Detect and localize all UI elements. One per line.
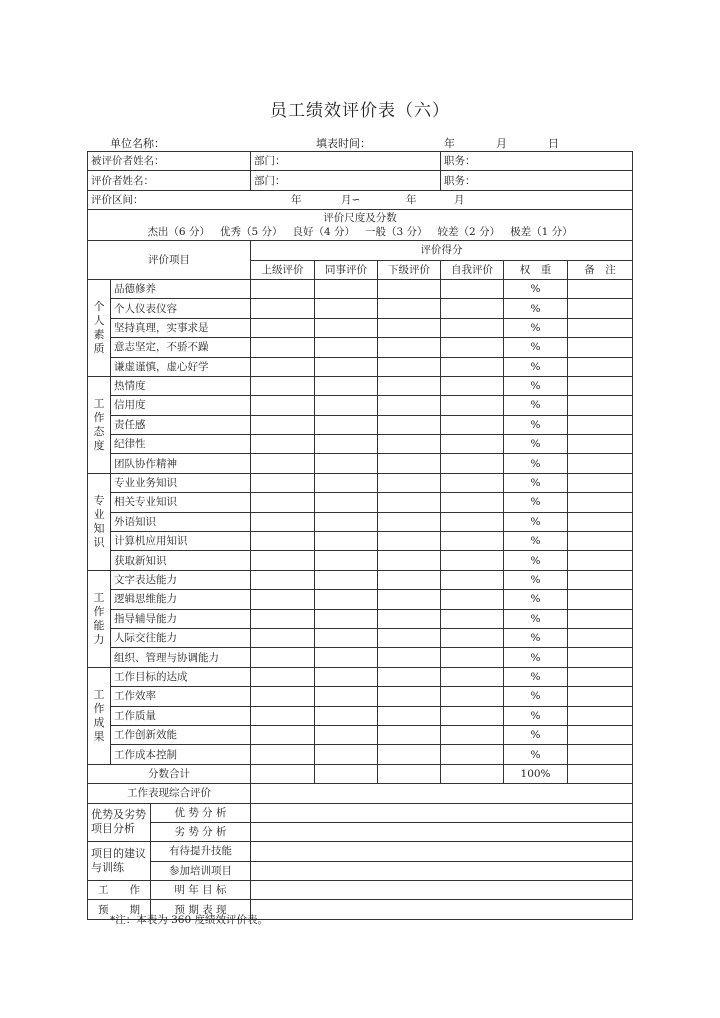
remark-cell[interactable] bbox=[568, 745, 633, 764]
superior-score-cell[interactable] bbox=[251, 512, 315, 531]
weight-cell[interactable]: % bbox=[504, 628, 568, 647]
work-expectation-input-cell[interactable] bbox=[251, 900, 633, 919]
remark-cell[interactable] bbox=[568, 376, 633, 395]
peer-score-cell[interactable] bbox=[315, 279, 378, 298]
remark-cell[interactable] bbox=[568, 396, 633, 415]
item-row bbox=[88, 279, 633, 298]
superior-score-cell[interactable] bbox=[251, 435, 315, 454]
peer-score-cell[interactable] bbox=[315, 628, 378, 647]
item-row bbox=[88, 725, 633, 744]
score-group-header: 评价得分 bbox=[251, 241, 633, 260]
weight-cell[interactable]: % bbox=[504, 745, 568, 764]
peer-score-cell[interactable] bbox=[315, 454, 378, 473]
item-row bbox=[88, 357, 633, 376]
item-row bbox=[88, 454, 633, 473]
subordinate-score-cell[interactable] bbox=[378, 299, 441, 318]
item-name: 人际交往能力 bbox=[111, 628, 251, 647]
category-label: 工 作 能 力 bbox=[88, 570, 111, 667]
weight-header: 权 重 bbox=[504, 260, 568, 279]
evaluatee-row bbox=[88, 152, 633, 171]
subordinate-score-cell[interactable] bbox=[378, 396, 441, 415]
peer-score-cell[interactable] bbox=[315, 473, 378, 492]
peer-score-cell[interactable] bbox=[315, 687, 378, 706]
item-name: 相关专业知识 bbox=[111, 493, 251, 512]
item-name: 工作创新效能 bbox=[111, 725, 251, 744]
item-name: 纪律性 bbox=[111, 435, 251, 454]
subordinate-score-cell[interactable] bbox=[378, 532, 441, 551]
self-score-cell[interactable] bbox=[441, 532, 504, 551]
subordinate-score-cell[interactable] bbox=[378, 357, 441, 376]
superior-score-cell[interactable] bbox=[251, 648, 315, 667]
period-year-2: 年 bbox=[406, 193, 417, 206]
subordinate-score-cell[interactable] bbox=[378, 473, 441, 492]
peer-score-cell[interactable] bbox=[315, 318, 378, 337]
subordinate-score-cell[interactable] bbox=[378, 609, 441, 628]
item-name: 工作成本控制 bbox=[111, 745, 251, 764]
item-name: 信用度 bbox=[111, 396, 251, 415]
suggestion-training-item-label: 参加培训项目 bbox=[151, 861, 251, 880]
item-row bbox=[88, 551, 633, 570]
self-score-cell[interactable] bbox=[441, 609, 504, 628]
weight-cell[interactable]: % bbox=[504, 725, 568, 744]
work-expectation-row bbox=[88, 881, 633, 900]
subordinate-score-cell[interactable] bbox=[378, 435, 441, 454]
weight-cell[interactable]: % bbox=[504, 706, 568, 725]
total-score-cell[interactable] bbox=[315, 764, 378, 783]
subordinate-score-cell[interactable] bbox=[378, 628, 441, 647]
peer-score-cell[interactable] bbox=[315, 376, 378, 395]
weight-cell[interactable]: % bbox=[504, 396, 568, 415]
superior-score-cell[interactable] bbox=[251, 279, 315, 298]
subordinate-score-cell[interactable] bbox=[378, 667, 441, 686]
remark-cell[interactable] bbox=[568, 725, 633, 744]
strength-weakness-item-label: 优 势 分 析 bbox=[151, 803, 251, 822]
evaluatee-name-cell[interactable]: 被评价者姓名： bbox=[88, 152, 251, 171]
peer-score-cell[interactable] bbox=[315, 725, 378, 744]
item-row bbox=[88, 570, 633, 589]
self-score-cell[interactable] bbox=[441, 512, 504, 531]
self-score-cell[interactable] bbox=[441, 706, 504, 725]
weight-cell[interactable]: % bbox=[504, 279, 568, 298]
self-score-cell[interactable] bbox=[441, 687, 504, 706]
superior-score-cell[interactable] bbox=[251, 396, 315, 415]
fill-year: 年 bbox=[444, 137, 455, 150]
superior-score-cell[interactable] bbox=[251, 551, 315, 570]
superior-score-cell[interactable] bbox=[251, 687, 315, 706]
item-name: 工作效率 bbox=[111, 687, 251, 706]
weight-cell[interactable]: % bbox=[504, 473, 568, 492]
peer-score-cell[interactable] bbox=[315, 357, 378, 376]
weight-cell[interactable]: % bbox=[504, 415, 568, 434]
weight-cell[interactable]: % bbox=[504, 318, 568, 337]
total-label: 分数合计 bbox=[88, 764, 251, 783]
self-score-cell[interactable] bbox=[441, 725, 504, 744]
total-score-cell[interactable] bbox=[378, 764, 441, 783]
peer-score-cell[interactable] bbox=[315, 338, 378, 357]
self-score-cell[interactable] bbox=[441, 473, 504, 492]
period-row bbox=[88, 190, 633, 209]
peer-score-cell[interactable] bbox=[315, 396, 378, 415]
self-score-cell[interactable] bbox=[441, 396, 504, 415]
suggestion-training-group-label: 项目的建议与训练 bbox=[88, 842, 151, 881]
item-name: 坚持真理，实事求是 bbox=[111, 318, 251, 337]
self-score-cell[interactable] bbox=[441, 338, 504, 357]
item-name: 专业业务知识 bbox=[111, 473, 251, 492]
total-weight: 100% bbox=[504, 764, 568, 783]
overall-cell[interactable] bbox=[251, 784, 633, 803]
suggestion-training-row bbox=[88, 861, 633, 880]
total-score-cell[interactable] bbox=[441, 764, 504, 783]
weight-cell[interactable]: % bbox=[504, 648, 568, 667]
self-score-cell[interactable] bbox=[441, 376, 504, 395]
evaluator-position-cell[interactable]: 职务： bbox=[441, 171, 633, 190]
item-column-header: 评价项目 bbox=[88, 241, 251, 280]
remark-cell[interactable] bbox=[568, 279, 633, 298]
weight-cell[interactable]: % bbox=[504, 299, 568, 318]
superior-score-cell[interactable] bbox=[251, 590, 315, 609]
column-group-row bbox=[88, 241, 633, 260]
remark-cell[interactable] bbox=[568, 415, 633, 434]
evaluatee-dept-cell[interactable]: 部门： bbox=[251, 152, 441, 171]
fill-month: 月 bbox=[496, 137, 507, 150]
item-row bbox=[88, 376, 633, 395]
scale-title: 评价尺度及分数 bbox=[323, 212, 397, 225]
superior-score-cell[interactable] bbox=[251, 532, 315, 551]
superior-score-cell[interactable] bbox=[251, 570, 315, 589]
subordinate-score-cell[interactable] bbox=[378, 279, 441, 298]
item-name: 品德修养 bbox=[111, 279, 251, 298]
superior-score-cell[interactable] bbox=[251, 706, 315, 725]
remark-cell[interactable] bbox=[568, 318, 633, 337]
peer-score-cell[interactable] bbox=[315, 435, 378, 454]
item-row bbox=[88, 318, 633, 337]
remark-cell[interactable] bbox=[568, 338, 633, 357]
item-row bbox=[88, 415, 633, 434]
weight-cell[interactable]: % bbox=[504, 435, 568, 454]
superior-score-cell[interactable] bbox=[251, 299, 315, 318]
subordinate-score-cell[interactable] bbox=[378, 493, 441, 512]
weight-cell[interactable]: % bbox=[504, 376, 568, 395]
peer-score-cell[interactable] bbox=[315, 590, 378, 609]
fill-time-label: 填表时间： bbox=[316, 137, 371, 150]
weight-cell[interactable]: % bbox=[504, 338, 568, 357]
remark-cell[interactable] bbox=[568, 648, 633, 667]
remark-cell[interactable] bbox=[568, 435, 633, 454]
superior-score-cell[interactable] bbox=[251, 376, 315, 395]
item-row bbox=[88, 687, 633, 706]
superior-score-cell[interactable] bbox=[251, 338, 315, 357]
strength-weakness-row bbox=[88, 803, 633, 822]
period-month-1: 月∽ bbox=[341, 193, 361, 206]
remark-cell[interactable] bbox=[568, 357, 633, 376]
item-row bbox=[88, 493, 633, 512]
unit-name-label: 单位名称： bbox=[110, 137, 165, 150]
item-name: 计算机应用知识 bbox=[111, 532, 251, 551]
remark-cell[interactable] bbox=[568, 551, 633, 570]
item-row bbox=[88, 590, 633, 609]
superior-score-cell[interactable] bbox=[251, 357, 315, 376]
evaluation-table bbox=[87, 151, 633, 920]
work-expectation-group-label: 预 期 bbox=[88, 900, 151, 919]
overall-label: 工作表现综合评价 bbox=[88, 784, 251, 803]
self-score-cell[interactable] bbox=[441, 628, 504, 647]
suggestion-training-row bbox=[88, 842, 633, 861]
subordinate-score-cell[interactable] bbox=[378, 454, 441, 473]
total-row bbox=[88, 764, 633, 783]
subordinate-score-cell[interactable] bbox=[378, 745, 441, 764]
remark-cell[interactable] bbox=[568, 687, 633, 706]
item-name: 逻辑思维能力 bbox=[111, 590, 251, 609]
evaluator-row bbox=[88, 171, 633, 190]
peer-score-cell[interactable] bbox=[315, 415, 378, 434]
item-row bbox=[88, 648, 633, 667]
strength-weakness-row bbox=[88, 822, 633, 841]
item-name: 谦虚谨慎，虚心好学 bbox=[111, 357, 251, 376]
peer-score-cell[interactable] bbox=[315, 570, 378, 589]
item-name: 组织、管理与协调能力 bbox=[111, 648, 251, 667]
strength-weakness-group-label: 优势及劣势项目分析 bbox=[88, 803, 151, 842]
remark-cell[interactable] bbox=[568, 570, 633, 589]
scale-cell bbox=[88, 210, 633, 241]
superior-score-cell[interactable] bbox=[251, 473, 315, 492]
self-score-cell[interactable] bbox=[441, 570, 504, 589]
self-score-cell[interactable] bbox=[441, 590, 504, 609]
suggestion-training-item-label: 有待提升技能 bbox=[151, 842, 251, 861]
item-name: 获取新知识 bbox=[111, 551, 251, 570]
subordinate-score-cell[interactable] bbox=[378, 415, 441, 434]
weight-cell[interactable]: % bbox=[504, 687, 568, 706]
remark-cell[interactable] bbox=[568, 706, 633, 725]
subordinate-score-cell[interactable] bbox=[378, 376, 441, 395]
remark-cell[interactable] bbox=[568, 299, 633, 318]
weight-cell[interactable]: % bbox=[504, 570, 568, 589]
strength-weakness-item-label: 劣 势 分 析 bbox=[151, 822, 251, 841]
item-row bbox=[88, 532, 633, 551]
evaluatee-position-cell[interactable]: 职务： bbox=[441, 152, 633, 171]
item-row bbox=[88, 435, 633, 454]
self-score-cell[interactable] bbox=[441, 415, 504, 434]
subordinate-score-cell[interactable] bbox=[378, 687, 441, 706]
item-row bbox=[88, 473, 633, 492]
self-score-cell[interactable] bbox=[441, 279, 504, 298]
weight-cell[interactable]: % bbox=[504, 609, 568, 628]
weight-cell[interactable]: % bbox=[504, 551, 568, 570]
subordinate-header: 下级评价 bbox=[378, 260, 441, 279]
peer-score-cell[interactable] bbox=[315, 706, 378, 725]
scale-row bbox=[88, 210, 633, 241]
period-cell[interactable] bbox=[88, 190, 633, 209]
self-score-cell[interactable] bbox=[441, 493, 504, 512]
item-name: 热情度 bbox=[111, 376, 251, 395]
category-label: 工 作 态 度 bbox=[88, 376, 111, 473]
superior-score-cell[interactable] bbox=[251, 415, 315, 434]
strength-weakness-input-cell[interactable] bbox=[251, 822, 633, 841]
remark-cell[interactable] bbox=[568, 512, 633, 531]
footnote: *注：本表为 360 度绩效评价表。 bbox=[110, 914, 268, 926]
peer-score-cell[interactable] bbox=[315, 609, 378, 628]
superior-score-cell[interactable] bbox=[251, 628, 315, 647]
item-row bbox=[88, 338, 633, 357]
item-name: 工作目标的达成 bbox=[111, 667, 251, 686]
remark-cell[interactable] bbox=[568, 493, 633, 512]
fill-day: 日 bbox=[548, 137, 559, 150]
self-score-cell[interactable] bbox=[441, 299, 504, 318]
peer-score-cell[interactable] bbox=[315, 648, 378, 667]
item-row bbox=[88, 299, 633, 318]
subordinate-score-cell[interactable] bbox=[378, 551, 441, 570]
item-row bbox=[88, 512, 633, 531]
total-remark-cell[interactable] bbox=[568, 764, 633, 783]
subordinate-score-cell[interactable] bbox=[378, 512, 441, 531]
strength-weakness-input-cell[interactable] bbox=[251, 803, 633, 822]
peer-score-cell[interactable] bbox=[315, 512, 378, 531]
subordinate-score-cell[interactable] bbox=[378, 570, 441, 589]
subordinate-score-cell[interactable] bbox=[378, 318, 441, 337]
peer-score-cell[interactable] bbox=[315, 551, 378, 570]
category-label: 个 人 素 质 bbox=[88, 279, 111, 376]
self-score-cell[interactable] bbox=[441, 318, 504, 337]
self-score-cell[interactable] bbox=[441, 648, 504, 667]
work-expectation-input-cell[interactable] bbox=[251, 881, 633, 900]
work-expectation-item-label: 明 年 目 标 bbox=[151, 881, 251, 900]
self-score-cell[interactable] bbox=[441, 551, 504, 570]
weight-cell[interactable]: % bbox=[504, 512, 568, 531]
item-name: 工作质量 bbox=[111, 706, 251, 725]
item-name: 指导辅导能力 bbox=[111, 609, 251, 628]
self-score-cell[interactable] bbox=[441, 357, 504, 376]
item-name: 文字表达能力 bbox=[111, 570, 251, 589]
superior-header: 上级评价 bbox=[251, 260, 315, 279]
evaluator-dept-cell[interactable]: 部门： bbox=[251, 171, 441, 190]
weight-cell[interactable]: % bbox=[504, 357, 568, 376]
remark-cell[interactable] bbox=[568, 454, 633, 473]
category-label: 专 业 知 识 bbox=[88, 473, 111, 570]
peer-score-cell[interactable] bbox=[315, 493, 378, 512]
work-expectation-group-label: 工 作 bbox=[88, 881, 151, 900]
weight-cell[interactable]: % bbox=[504, 493, 568, 512]
superior-score-cell[interactable] bbox=[251, 609, 315, 628]
peer-score-cell[interactable] bbox=[315, 667, 378, 686]
item-row bbox=[88, 706, 633, 725]
item-row bbox=[88, 396, 633, 415]
evaluator-name-cell[interactable]: 评价者姓名： bbox=[88, 171, 251, 190]
item-row bbox=[88, 609, 633, 628]
self-score-cell[interactable] bbox=[441, 454, 504, 473]
period-year-1: 年 bbox=[291, 193, 302, 206]
weight-cell[interactable]: % bbox=[504, 454, 568, 473]
peer-header: 同事评价 bbox=[315, 260, 378, 279]
self-header: 自我评价 bbox=[441, 260, 504, 279]
page-title: 员工绩效评价表（六） bbox=[270, 101, 450, 121]
superior-score-cell[interactable] bbox=[251, 318, 315, 337]
period-label: 评价区间： bbox=[91, 193, 144, 206]
period-month-2: 月 bbox=[454, 193, 465, 206]
superior-score-cell[interactable] bbox=[251, 667, 315, 686]
remark-cell[interactable] bbox=[568, 473, 633, 492]
peer-score-cell[interactable] bbox=[315, 532, 378, 551]
suggestion-training-input-cell[interactable] bbox=[251, 842, 633, 861]
superior-score-cell[interactable] bbox=[251, 454, 315, 473]
work-expectation-item-label: 预 期 表 现 bbox=[151, 900, 251, 919]
superior-score-cell[interactable] bbox=[251, 745, 315, 764]
superior-score-cell[interactable] bbox=[251, 493, 315, 512]
subordinate-score-cell[interactable] bbox=[378, 338, 441, 357]
item-row bbox=[88, 745, 633, 764]
item-name: 团队协作精神 bbox=[111, 454, 251, 473]
subordinate-score-cell[interactable] bbox=[378, 648, 441, 667]
subordinate-score-cell[interactable] bbox=[378, 725, 441, 744]
remark-cell[interactable] bbox=[568, 532, 633, 551]
remark-cell[interactable] bbox=[568, 609, 633, 628]
item-name: 意志坚定，不骄不躁 bbox=[111, 338, 251, 357]
item-name: 个人仪表仪容 bbox=[111, 299, 251, 318]
subordinate-score-cell[interactable] bbox=[378, 706, 441, 725]
subordinate-score-cell[interactable] bbox=[378, 590, 441, 609]
remark-header: 备 注 bbox=[568, 260, 633, 279]
weight-cell[interactable]: % bbox=[504, 590, 568, 609]
category-label: 工 作 成 果 bbox=[88, 667, 111, 764]
remark-cell[interactable] bbox=[568, 590, 633, 609]
total-score-cell[interactable] bbox=[251, 764, 315, 783]
item-name: 责任感 bbox=[111, 415, 251, 434]
weight-cell[interactable]: % bbox=[504, 667, 568, 686]
peer-score-cell[interactable] bbox=[315, 299, 378, 318]
scale-levels: 杰出（6 分） 优秀（5 分） 良好（4 分） 一般（3 分） 较差（2 分） 极差（1 分） bbox=[147, 226, 573, 239]
remark-cell[interactable] bbox=[568, 667, 633, 686]
superior-score-cell[interactable] bbox=[251, 725, 315, 744]
weight-cell[interactable]: % bbox=[504, 532, 568, 551]
item-row bbox=[88, 667, 633, 686]
overall-row bbox=[88, 784, 633, 803]
item-name: 外语知识 bbox=[111, 512, 251, 531]
self-score-cell[interactable] bbox=[441, 435, 504, 454]
suggestion-training-input-cell[interactable] bbox=[251, 861, 633, 880]
remark-cell[interactable] bbox=[568, 628, 633, 647]
peer-score-cell[interactable] bbox=[315, 745, 378, 764]
self-score-cell[interactable] bbox=[441, 667, 504, 686]
self-score-cell[interactable] bbox=[441, 745, 504, 764]
item-row bbox=[88, 628, 633, 647]
